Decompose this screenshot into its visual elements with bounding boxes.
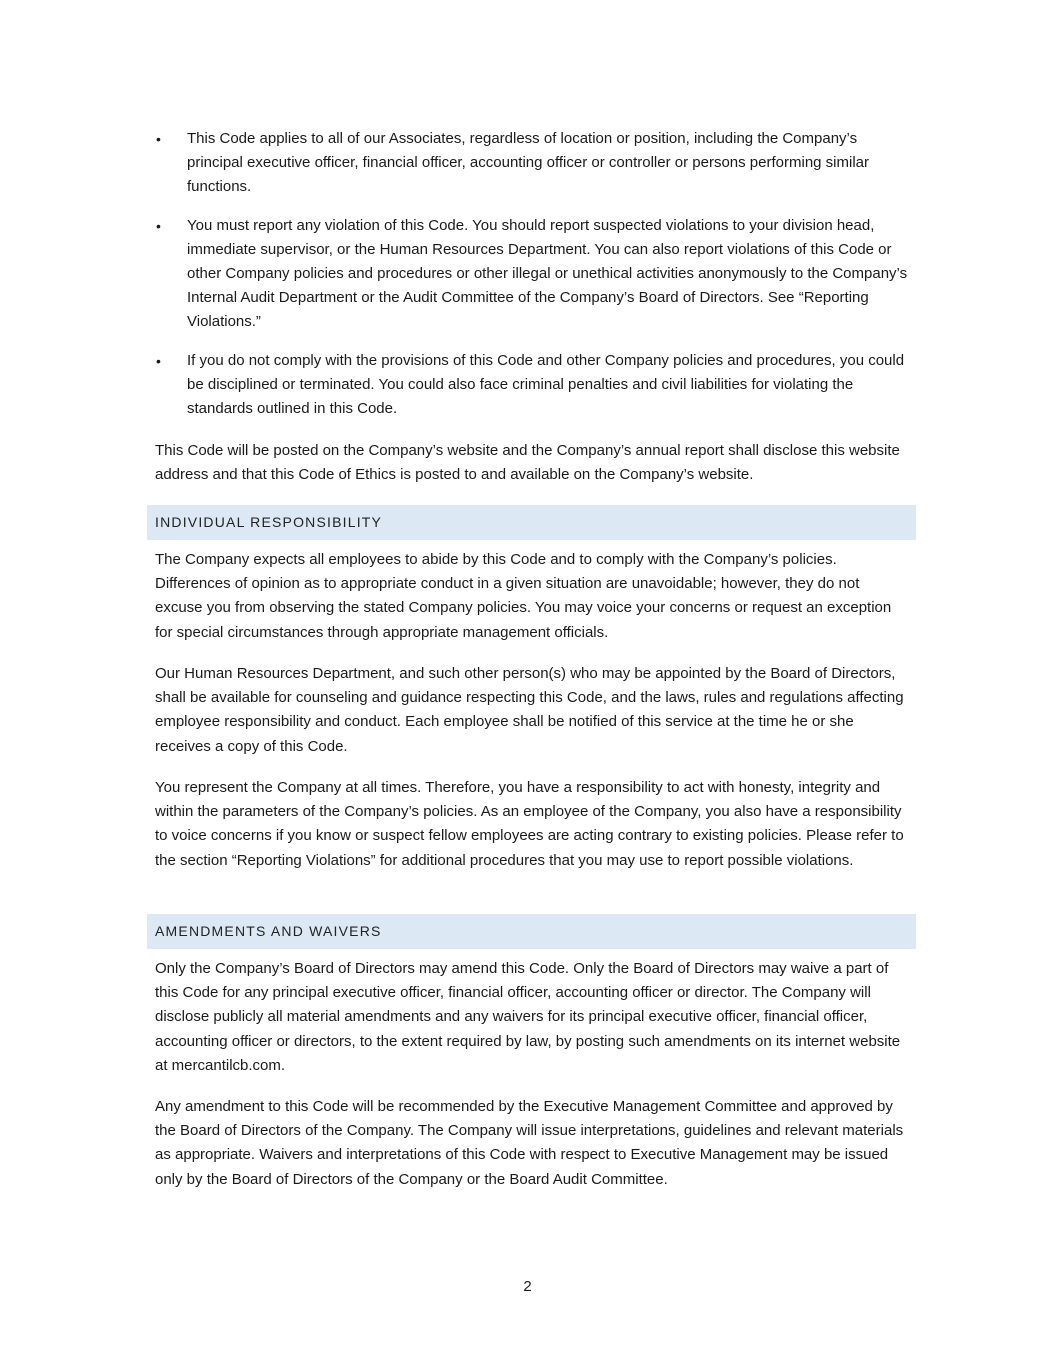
bullet-item bbox=[148, 214, 908, 335]
individual-responsibility-paragraph: Our Human Resources Department, and such other person(s) who may be appointed by the Board of Directors, shall be available for counseling and guidance respecting this Code, and the laws, rules and regulations affecting employee responsibility and conduct. Each employee shall be notified of this service at the time he or she receives a copy of this Code. bbox=[155, 665, 904, 755]
policy-bullet-list bbox=[148, 127, 908, 435]
bullet-item bbox=[148, 127, 908, 200]
individual-responsibility-paragraph: You represent the Company at all times. Therefore, you have a responsibility to act with honesty, integrity and within the parameters of the Company’s policies. As an employee of the Company, you also have a responsibility to voice concerns if you know or suspect fellow employees are acting contrary to existing policies. Please refer to the section “Reporting Violations” for additional procedures that you may use to report possible violations. bbox=[155, 779, 904, 869]
bullet-text: If you do not comply with the provisions of this Code and other Company policies and procedures, you could be disciplined or terminated. You could also face criminal penalties and civil liabilities for violating the standards outlined in this Code. bbox=[187, 351, 905, 418]
bullet-icon: • bbox=[156, 352, 161, 369]
individual-responsibility-paragraph: The Company expects all employees to abide by this Code and to comply with the Company’s policies. Differences of opinion as to appropriate conduct in a given situation are unavoidable; however, they do not excuse you from observing the stated Company policies. You may voice your concerns or request an exception for special circumstances through appropriate management officials. bbox=[155, 551, 892, 641]
section-heading-amendments-and-waivers: AMENDMENTS AND WAIVERS bbox=[147, 914, 916, 949]
bullet-text: This Code applies to all of our Associates, regardless of location or position, including the Company’s principal executive officer, financial officer, accounting officer or controller or persons performing similar functions. bbox=[187, 130, 869, 196]
section-heading-individual-responsibility: INDIVIDUAL RESPONSIBILITY bbox=[147, 505, 916, 540]
bullet-item bbox=[148, 349, 908, 422]
intro-paragraph: This Code will be posted on the Company’s website and the Company’s annual report shall disclose this website address and that this Code of Ethics is posted to and available on the Company’s website. bbox=[155, 442, 900, 484]
bullet-text: You must report any violation of this Code. You should report suspected violations to your division head, immediate supervisor, or the Human Resources Department. You can also report violations of this Code or other Company policies and procedures or other illegal or unethical activities anonymously to the Company’s Internal Audit Department or the Audit Committee of the Company’s Board of Directors. See “Reporting Violations.” bbox=[187, 216, 908, 331]
amendments-paragraph: Only the Company’s Board of Directors may amend this Code. Only the Board of Directors may waive a part of this Code for any principal executive officer, financial officer, accounting officer or director. The Company will disclose publicly all material amendments and any waivers for its principal executive officer, financial officer, accounting officer or directors, to the extent required by law, by posting such amendments on its internet website at mercantilcb.com. bbox=[155, 960, 901, 1074]
amendments-paragraph: Any amendment to this Code will be recommended by the Executive Management Committee and approved by the Board of Directors of the Company. The Company will issue interpretations, guidelines and relevant materials as appropriate. Waivers and interpretations of this Code with respect to Executive Management may be issued only by the Board of Directors of the Company or the Board Audit Committee. bbox=[155, 1098, 904, 1188]
bullet-icon: • bbox=[156, 217, 161, 234]
page-number: 2 bbox=[523, 1278, 532, 1295]
bullet-icon: • bbox=[156, 131, 161, 147]
